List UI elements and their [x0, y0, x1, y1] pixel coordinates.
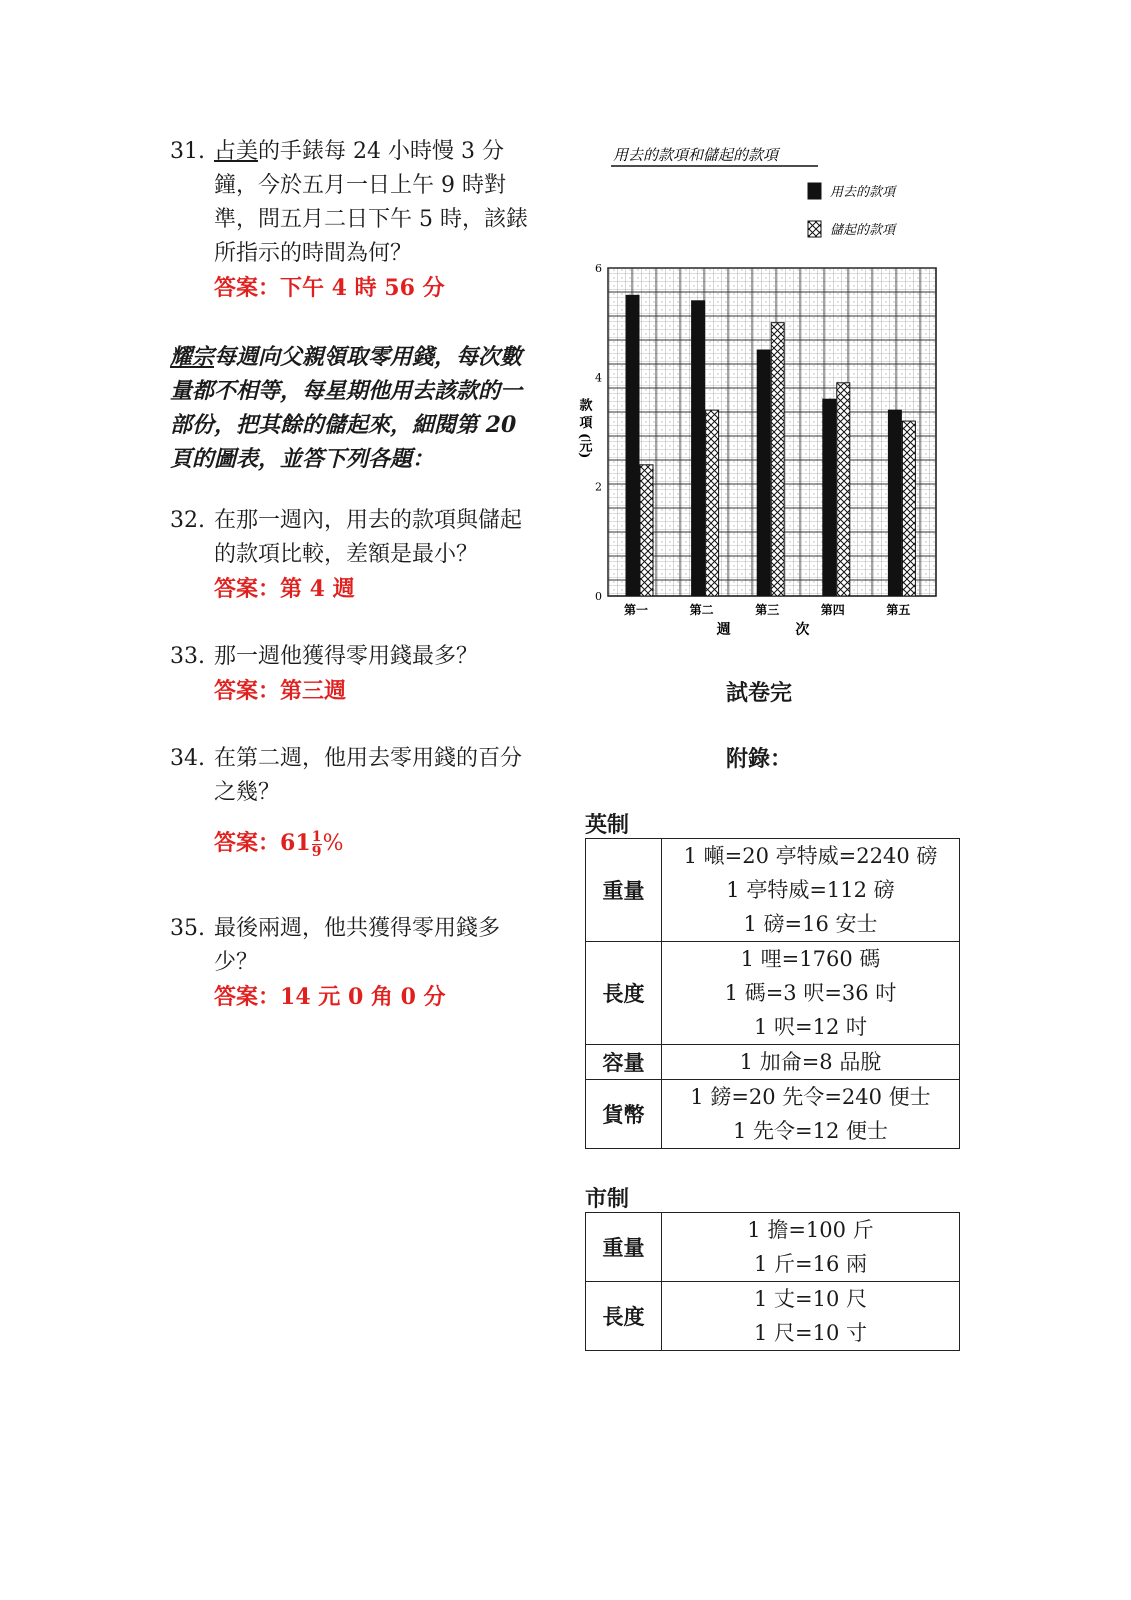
- unit-values: 1 加侖=8 品脫: [662, 1045, 960, 1080]
- chart-title: 用去的款項和儲起的款項: [613, 146, 779, 164]
- intro-line: 頁的圖表，並答下列各題：: [170, 446, 435, 472]
- x-tick-label: 第一: [623, 603, 649, 617]
- bar-spent: [757, 350, 770, 596]
- question-34: [170, 742, 540, 861]
- unit-category: 重量: [586, 839, 662, 942]
- answer: 答案：第三週: [214, 678, 347, 704]
- question-line: 鐘，今於五月一日上午 9 時對: [214, 173, 506, 198]
- unit-values: 1 丈=10 尺 1 尺=10 寸: [662, 1282, 960, 1351]
- bar-saved: [640, 465, 653, 596]
- question-line: 在那一週內，用去的款項與儲起: [214, 508, 523, 533]
- question-number: 34.: [170, 746, 205, 771]
- legend-swatch: [808, 221, 821, 237]
- fraction: $\frac{1}{9}$: [311, 828, 322, 860]
- question-line: 準，問五月二日下午 5 時，該錶: [214, 207, 528, 232]
- answer: 答案：第 4 週: [214, 576, 355, 602]
- bar-spent: [626, 295, 639, 596]
- question-number: 31.: [170, 139, 205, 164]
- imperial-table: [585, 838, 960, 1149]
- person-name: 耀宗: [170, 344, 215, 370]
- unit-values: 1 噸=20 亭特威=2240 磅 1 亭特威=112 磅 1 磅=16 安士: [662, 839, 960, 942]
- y-tick-label: 2: [595, 480, 602, 494]
- legend-label: 儲起的款項: [830, 223, 896, 238]
- unit-category: 長度: [586, 1282, 662, 1351]
- bar-spent: [823, 399, 836, 596]
- answer: 答案：14 元 0 角 0 分: [214, 984, 446, 1010]
- question-number: 35.: [170, 916, 205, 941]
- question-31: [170, 135, 540, 306]
- question-line: 在第二週，他用去零用錢的百分: [214, 746, 523, 771]
- x-tick-label: 第四: [820, 603, 845, 617]
- x-axis-label: 週 次: [716, 622, 840, 638]
- legend-label: 用去的款項: [830, 185, 896, 200]
- intro-paragraph: [170, 340, 540, 476]
- bar-saved: [902, 421, 915, 596]
- x-tick-label: 第二: [689, 603, 714, 617]
- question-line: 最後兩週，他共獲得零用錢多: [214, 916, 501, 941]
- bar-saved: [771, 323, 784, 596]
- market-table: [585, 1212, 960, 1351]
- unit-values: 1 擔=100 斤 1 斤=16 兩: [662, 1213, 960, 1282]
- question-number: 32.: [170, 508, 205, 533]
- bar-saved: [706, 410, 719, 596]
- answer: 答案：61 $\frac{1}{9}$ %: [214, 828, 344, 860]
- market-title: 市制: [585, 1187, 630, 1212]
- question-line: 的手錶每 24 小時慢 3 分: [258, 139, 504, 164]
- unit-category: 重量: [586, 1213, 662, 1282]
- question-35: [170, 912, 540, 1015]
- x-tick-label: 第三: [755, 603, 780, 617]
- question-line: 之幾？: [214, 780, 281, 805]
- intro-line: 量都不相等，每星期他用去該款的一: [170, 378, 523, 404]
- bar-spent: [692, 301, 705, 596]
- table-row: [586, 942, 960, 1045]
- question-line: 的款項比較，差額是最小？: [214, 542, 479, 567]
- imperial-title: 英制: [585, 813, 630, 838]
- question-33: [170, 640, 540, 709]
- chart-svg: [578, 138, 958, 648]
- unit-category: 貨幣: [586, 1080, 662, 1149]
- bar-spent: [888, 410, 901, 596]
- bar-saved: [837, 383, 850, 596]
- table-row: [586, 1282, 960, 1351]
- y-axis-label: 款 項 (元): [578, 398, 592, 459]
- x-tick-label: 第五: [886, 603, 911, 617]
- unit-category: 容量: [586, 1045, 662, 1080]
- question-line: 少？: [214, 950, 259, 975]
- table-row: [586, 1080, 960, 1149]
- y-tick-label: 6: [595, 262, 602, 275]
- person-name: 占美: [214, 139, 259, 164]
- question-number: 33.: [170, 644, 205, 669]
- answer: 答案：下午 4 時 56 分: [214, 275, 445, 301]
- table-row: [586, 1045, 960, 1080]
- intro-line: 部份，把其餘的儲起來，細閱第 20: [170, 412, 517, 438]
- legend-swatch: [808, 183, 821, 199]
- question-32: [170, 504, 540, 607]
- y-tick-label: 0: [595, 590, 602, 603]
- question-line: 所指示的時間為何？: [214, 241, 413, 266]
- table-row: [586, 1213, 960, 1282]
- intro-line: 每週向父親領取零用錢，每次數: [214, 344, 523, 370]
- question-line: 那一週他獲得零用錢最多？: [214, 644, 479, 669]
- unit-values: 1 哩=1760 碼 1 碼=3 呎=36 吋 1 呎=12 吋: [662, 942, 960, 1045]
- table-row: [586, 839, 960, 942]
- bar-chart: [578, 138, 958, 648]
- unit-values: 1 鎊=20 先令=240 便士 1 先令=12 便士: [662, 1080, 960, 1149]
- appendix-title: 附錄：: [726, 747, 793, 772]
- end-of-paper: 試卷完: [726, 681, 793, 706]
- unit-category: 長度: [586, 942, 662, 1045]
- y-tick-label: 4: [595, 371, 602, 385]
